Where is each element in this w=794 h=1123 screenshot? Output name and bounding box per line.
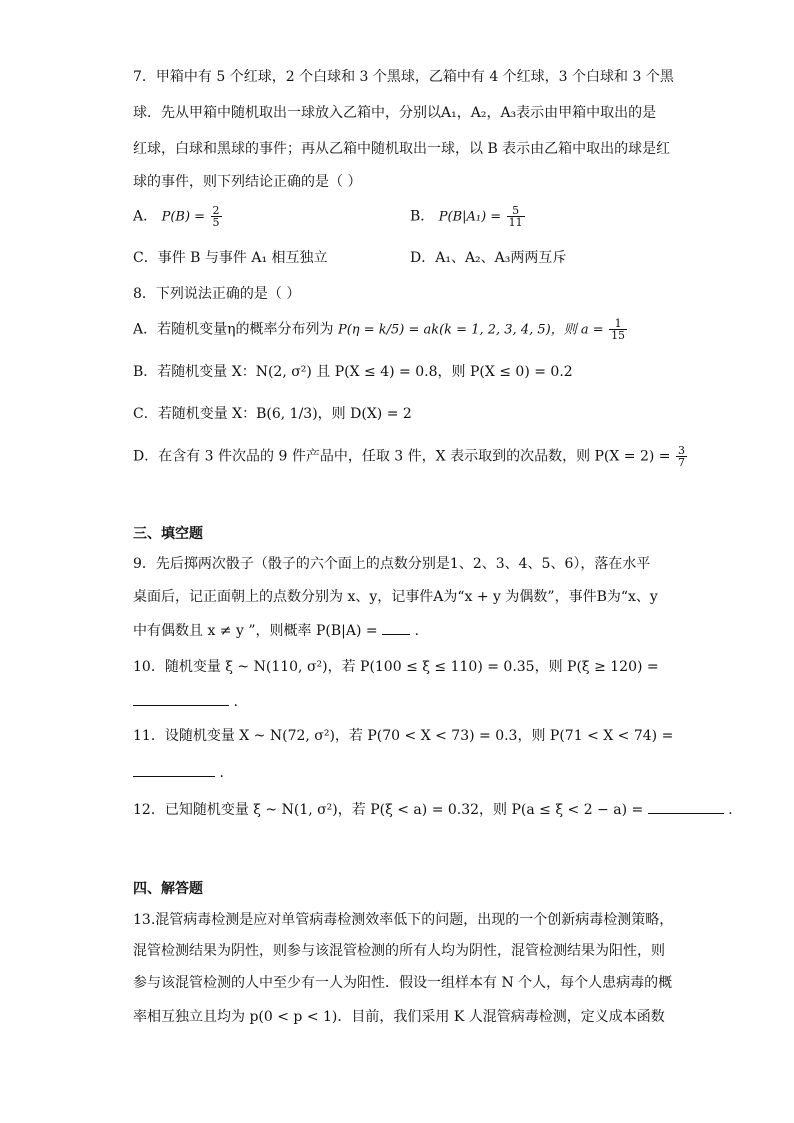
q8-option-a-fraction — [609, 318, 627, 341]
fraction-denominator: 15 — [611, 329, 626, 342]
q7-option-c: C．事件 B 与事件 A₁ 相互独立 — [133, 250, 328, 266]
q10-line-2-end: . — [233, 694, 238, 710]
q7-option-b — [410, 205, 526, 228]
section-heading-solutions: 四、解答题 — [133, 881, 203, 897]
q7-option-a-expr: P(B) = — [161, 209, 206, 225]
q8-option-b: B．若随机变量 X：N(2, σ²) 且 P(X ≤ 4) = 0.8，则 P(X ≤ 0) = 0.2 — [133, 364, 573, 380]
q12-line-1 — [133, 800, 733, 820]
q13-line-4: 率相互独立且均为 p(0 < p < 1)．目前，我们采用 K 人混管病毒检测，定义成本函数 — [133, 1009, 665, 1025]
q8-option-d-text: D．在含有 3 件次品的 9 件产品中，任取 3 件，X 表示取到的次品数，则 P(X = 2) = — [133, 448, 671, 465]
q9-line-3-text: 中有偶数且 x ≠ y ”，则概率 P(B|A) = — [133, 623, 378, 639]
q9-line-3 — [133, 621, 419, 641]
section-heading-fill-in: 三、填空题 — [133, 526, 203, 542]
q7-line-3: 红球，白球和黑球的事件；再从乙箱中随机取出一球，以 B 表示由乙箱中取出的球是红 — [133, 141, 671, 157]
q8-option-d-fraction — [676, 445, 687, 468]
fraction-numerator: 1 — [609, 318, 627, 330]
q8-option-a-expr: P(η = k/5) = ak(k = 1, 2, 3, 4, 5)，则 a = — [337, 322, 604, 338]
q13-line-1: 13.混管病毒检测是应对单管病毒检测效率低下的问题，出现的一个创新病毒检测策略， — [133, 912, 674, 928]
q7-line-1: 7．甲箱中有 5 个红球，2 个白球和 3 个黑球，乙箱中有 4 个红球，3 个白球和 3 个黑 — [133, 69, 674, 85]
q8-stem: 8．下列说法正确的是（ ） — [133, 286, 301, 302]
q9-line-1: 9．先后掷两次骰子（骰子的六个面上的点数分别是1、2、3、4、5、6），落在水平 — [133, 556, 651, 572]
q11-line-2-end: . — [219, 765, 224, 781]
q7-option-a — [133, 205, 223, 228]
q12-line-1-end: . — [728, 802, 733, 818]
q9-line-2: 桌面后，记正面朝上的点数分别为 x、y，记事件A为“x + y 为偶数”，事件B为“x、y — [133, 589, 658, 605]
fraction-denominator: 7 — [678, 456, 685, 469]
q8-option-c: C．若随机变量 X：B(6, 1/3)，则 D(X) = 2 — [133, 406, 412, 422]
q7-option-b-expr: P(B|A₁) = — [438, 209, 502, 225]
q8-option-a-text: A．若随机变量η的概率分布列为 — [133, 321, 334, 338]
q13-line-3: 参与该混管检测的人中至少有一人为阳性．假设一组样本有 N 个人，每个人患病毒的概 — [133, 975, 673, 991]
fraction-numerator: 2 — [212, 204, 220, 217]
q12-line-1-text: 12．已知随机变量 ξ ~ N(1, σ²)，若 P(ξ < a) = 0.32，则 P(a ≤ ξ < 2 − a) = — [133, 802, 644, 818]
answer-blank[interactable] — [648, 813, 724, 814]
q7-option-b-fraction — [507, 205, 525, 228]
answer-blank[interactable] — [382, 634, 410, 635]
q7-option-d: D．A₁、A₂、A₃两两互斥 — [410, 250, 567, 266]
q7-option-b-prefix: B． — [410, 208, 435, 225]
q13-line-2: 混管检测结果为阴性，则参与该混管检测的所有人均为阴性，混管检测结果为阳性，则 — [133, 943, 665, 959]
fraction-numerator: 3 — [678, 444, 685, 457]
q11-line-2 — [133, 763, 224, 783]
q7-option-a-prefix: A． — [133, 208, 158, 225]
q7-line-2: 球．先从甲箱中随机取出一球放入乙箱中，分别以A₁，A₂，A₃表示由甲箱中取出的是 — [133, 105, 657, 121]
q9-line-3-end: . — [414, 623, 419, 639]
q8-option-d — [133, 445, 688, 468]
fraction-denominator: 5 — [212, 216, 220, 229]
q10-line-2 — [133, 692, 238, 712]
fraction-denominator: 11 — [508, 216, 523, 229]
answer-blank[interactable] — [133, 776, 215, 777]
q7-line-4: 球的事件，则下列结论正确的是（ ） — [133, 174, 362, 190]
answer-blank[interactable] — [133, 705, 229, 706]
q8-option-a — [133, 318, 628, 341]
fraction-numerator: 5 — [507, 205, 525, 217]
q7-option-a-fraction — [211, 205, 222, 228]
q10-line-1: 10．随机变量 ξ ~ N(110, σ²)，若 P(100 ≤ ξ ≤ 110) = 0.35，则 P(ξ ≥ 120) = — [133, 659, 659, 675]
q11-line-1: 11．设随机变量 X ~ N(72, σ²)，若 P(70 < X < 73) = 0.3，则 P(71 < X < 74) = — [133, 728, 674, 744]
